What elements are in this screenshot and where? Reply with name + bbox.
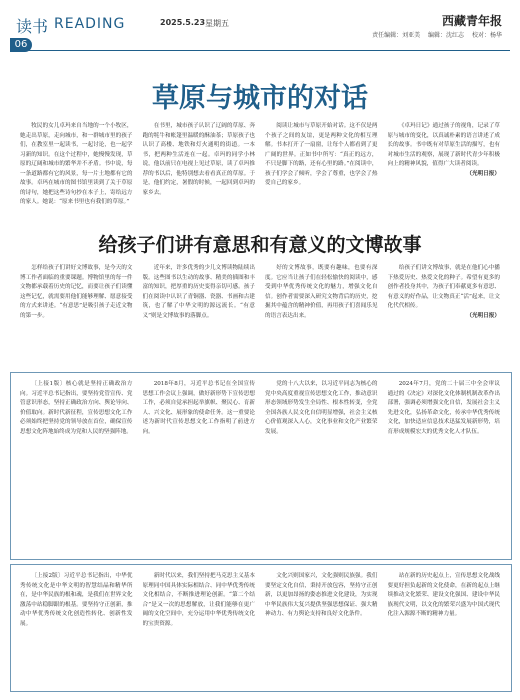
credit-editor: 责任编辑：刘亚美: [372, 32, 421, 39]
box2-body: [20, 572, 500, 684]
box1-column: 〔上接1版〕核心就是坚持正确政治方向。习近平总书记指出，要坚持党管宣传、党管意识形态，坚持正确政治方向、舆论导向、价值取向。新时代新征程，宣传思想文化工作必须始终把坚持党的领导放在首位，确保宣传思想文化阵地始终成为党和人民的坚强阵地。: [20, 381, 133, 435]
credit-proofreader: 校对：杨华: [471, 32, 502, 39]
article2-source: （光明日报）: [466, 312, 500, 319]
article1-column: 在书里，城市孩子认识了辽阔的草原、奔跑的牦牛和帐篷里温暖的酥油茶；草原孩子也认识了高楼、地铁和灯火通明的街道。一本书，把两种生活连在一起。卓玛的同学小林说，他以前只在电视上见过草原，读了卓玛推荐的书以后，他特别想去看看真正的草原。于是，他们约定，暑假的时候，一起回到卓玛的家乡去。: [142, 123, 255, 196]
box2-column: 站在新的历史起点上，宣传思想文化战线要更好担负起新的文化使命，在新的起点上继续推动文化繁荣、建设文化强国、建设中华民族现代文明，以文化的繁荣兴盛为中国式现代化注入源源不断的精神力量。: [387, 573, 500, 617]
article1-source: （光明日报）: [466, 170, 500, 177]
header-rule: [10, 50, 510, 51]
editor-credits: [366, 30, 502, 39]
issue-weekday: 星期五: [205, 19, 229, 28]
box1-column: 2018年8月，习近平总书记在全国宣传思想工作会议上强调，做好新形势下宣传思想工作，必须自觉承担起举旗帜、聚民心、育新人、兴文化、展形象的使命任务。这一重要论述为新时代宣传思想文化工作指明了前进方向。: [142, 381, 255, 435]
page-header: [10, 8, 510, 48]
article1-body: [20, 122, 500, 224]
credit-layout: 编辑：沈红志: [428, 32, 465, 39]
box1-column: 2024年7月，党的二十届三中全会审议通过的《决定》对深化文化体制机制改革作出部署，强调必须增强文化自信，发展社会主义先进文化，弘扬革命文化，传承中华优秀传统文化，加快适应信息技术迅猛发展新形势，培育形成规模宏大的优秀文化人才队伍。: [387, 381, 500, 435]
article2-column: 给孩子们讲文博故事，就是在他们心中播下热爱历史、热爱文化的种子。希望有更多的创作者投身其中，为孩子们奉献更多有意思、有意义的好作品，让文物真正“活”起来，让文化代代相传。 （光明日报）: [388, 264, 501, 360]
box2-column: 新时代以来，我们坚持把马克思主义基本原理同中国具体实际相结合、同中华优秀传统文化相结合，不断推进理论创新。“第二个结合”是又一次的思想解放，让我们能够在更广阔的文化空间中，充分运用中华优秀传统文化的宝贵资源。: [142, 573, 255, 627]
newspaper-name: 西藏青年报: [441, 14, 502, 28]
article2-column: 近年来，许多优秀的少儿文博读物陆续出版。这些图书以生动的故事、精美的插图和丰富的知识，把厚重的历史变得亲切可感。孩子们在阅读中认识了青铜器、瓷器、书画和古建筑，也了解了中华文明的源远流长。“有意义”则是文博故事的落脚点。: [142, 265, 255, 319]
article2-column: 怎样给孩子们讲好文博故事，是今天的文博工作者面临的重要课题。博物馆里的每一件文物都承载着历史的记忆，而要让孩子们读懂这些记忆，就需要用他们能够理解、愿意接受的方式来讲述。“有意思”是吸引孩子走近文物的第一步。: [20, 265, 133, 319]
box2-column: 〔上接2版〕习近平总书记指出，中华优秀传统文化是中华文明的智慧结晶和精华所在，是中华民族的根和魂，是我们在世界文化激荡中站稳脚跟的根基。要坚持守正创新，推动中华优秀传统文化创造性转化、创新性发展。: [20, 573, 133, 627]
box2-column: 文化兴则国家兴，文化强则民族强。我们要坚定文化自信，秉持开放包容，坚持守正创新，以更加昂扬的姿态推进文化建设，为实现中华民族伟大复兴提供坚强思想保证、强大精神动力、有力舆论支持和良好文化条件。: [265, 573, 378, 617]
box1-column: 党的十八大以来，以习近平同志为核心的党中央高度重视宣传思想文化工作，推动意识形态领域形势发生全局性、根本性转变，全党全国各族人民文化自信明显增强，社会主义核心价值观深入人心，文化事业和文化产业繁荣发展。: [265, 381, 378, 435]
article1-column: 阅读让城市与草原开始对话。这不仅是两个孩子之间的友谊，更是两种文化的相互理解。书本打开了一扇窗，让每个人都看到了更广阔的世界。正如书中所写：“真正的远方，不只是脚下的路，还有心里的路。”在阅读中，孩子们学会了倾听，学会了尊重，也学会了热爱自己的家乡。: [265, 123, 378, 186]
section-title: 读书: [16, 17, 49, 36]
article2-body: [20, 264, 500, 360]
box1-body: [20, 380, 500, 552]
article2-column: 好的文博故事，既要有趣味，也要有深度。它应当让孩子们在轻松愉快的阅读中，感受到中华优秀传统文化的魅力，增强文化自信。创作者需要深入研究文物背后的历史，挖掘其中蕴含的精神价值，再用孩子们喜闻乐见的语言表达出来。: [265, 265, 378, 319]
section-title-en: READING: [54, 16, 126, 32]
article1-title: 草原与城市的对话: [152, 83, 368, 114]
page-number: 06: [10, 38, 32, 52]
article2-title: 给孩子们讲有意思和有意义的文博故事: [98, 234, 422, 256]
article1-column: 《卓玛日记》通过孩子的视角，记录了草原与城市的变化，以真诚朴素的语言讲述了成长的故事。书中既有对草原生活的描写，也有对城市生活的观察，展现了新时代青少年积极向上的精神风貌，值得广大读者阅读。 （光明日报）: [388, 122, 501, 224]
issue-date: 2025.5.23: [160, 18, 206, 27]
article1-column: 牧民的女儿卓玛来自当地的一个小牧区，她走出草原，走向城市，和一群城市里的孩子们，在教室里一起读书，一起讨论，也一起学习新的知识。在这个过程中，她慢慢发现，草原的辽阔和城市的繁华并不矛盾。书中说，每一条道路都有它的风景，每一片土地都有它的故事。卓玛在城市的图书馆里读到了关于草原的诗句，她把这些诗句抄在本子上，寄给远方的家人。她说：“原来书里也有我们的草原。”: [20, 123, 133, 205]
